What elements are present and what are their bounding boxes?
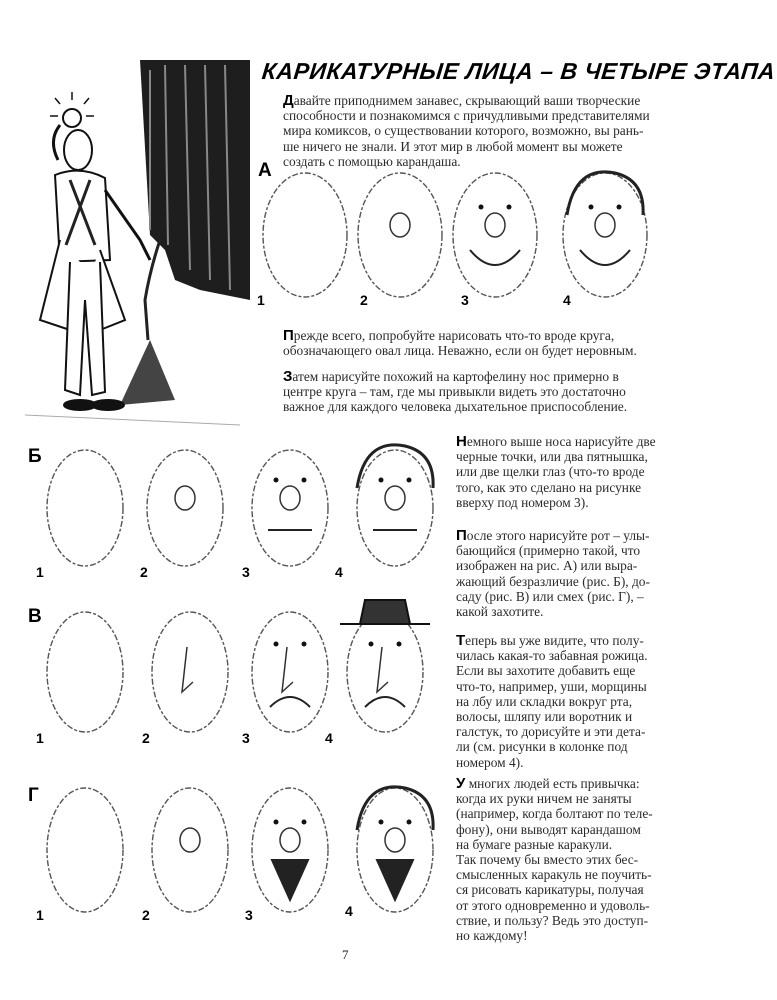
text-line: но каждому! bbox=[456, 928, 528, 944]
text-line: ли (см. рисунки в колонке под bbox=[456, 739, 628, 755]
nose-sketch bbox=[180, 828, 200, 852]
drop-cap: П bbox=[283, 327, 294, 344]
hair-sketch bbox=[357, 787, 433, 830]
text-line: Так почему бы вместо этих бес- bbox=[456, 852, 639, 868]
step-number: 2 bbox=[142, 907, 150, 923]
drop-cap: Н bbox=[456, 433, 467, 450]
eye-sketch bbox=[379, 820, 384, 825]
step-number: 1 bbox=[36, 907, 44, 923]
step3-paragraph bbox=[456, 434, 656, 510]
eye-sketch bbox=[407, 478, 412, 483]
text-line: саду (рис. В) или смех (рис. Г), – bbox=[456, 588, 644, 604]
eye-sketch bbox=[274, 478, 279, 483]
text-line: черные точки, или два пятнышка, bbox=[456, 449, 648, 465]
page-title: КАРИКАТУРНЫЕ ЛИЦА – В ЧЕТЫРЕ ЭТАПА bbox=[260, 58, 777, 84]
text-line: емного выше носа нарисуйте две bbox=[466, 434, 656, 449]
mouth-sketch bbox=[470, 250, 520, 265]
text-line: способности и познакомимся с причудливыми представителями bbox=[283, 108, 650, 124]
drop-cap: Т bbox=[456, 632, 466, 649]
nose-sketch bbox=[282, 647, 293, 692]
row-label-g: Г bbox=[28, 785, 39, 806]
eye-sketch bbox=[302, 478, 307, 483]
nose-sketch bbox=[280, 828, 300, 852]
face-oval bbox=[47, 788, 123, 912]
nose-sketch bbox=[377, 647, 388, 692]
text-line: фону), они выводят карандашом bbox=[456, 821, 641, 837]
step-number: 1 bbox=[36, 730, 44, 746]
nose-sketch bbox=[595, 213, 615, 237]
text-line: еперь вы уже видите, что полу- bbox=[465, 633, 644, 648]
face-oval bbox=[263, 173, 347, 297]
text-line: или две щелки глаз (что-то вроде bbox=[456, 464, 645, 480]
step-number: 3 bbox=[242, 564, 250, 580]
eye-sketch bbox=[407, 820, 412, 825]
eye-sketch bbox=[589, 205, 594, 210]
mouth-sketch bbox=[272, 860, 308, 900]
step-number: 2 bbox=[142, 730, 150, 746]
step-number: 4 bbox=[325, 730, 333, 746]
face-oval bbox=[453, 173, 537, 297]
curtain-illustration bbox=[120, 60, 250, 405]
mouth-sketch bbox=[365, 697, 405, 707]
text-line: Если вы захотите добавить еще bbox=[456, 663, 636, 679]
text-line: ся рисовать карикатуры, получая bbox=[456, 882, 644, 898]
mouth-sketch bbox=[270, 697, 310, 707]
text-line: волосы, шляпу или воротник и bbox=[456, 709, 633, 725]
text-line: того, как это сделано на рисунке bbox=[456, 479, 642, 495]
face-oval bbox=[252, 450, 328, 566]
text-line: чилась какая-то забавная рожица. bbox=[456, 648, 648, 664]
step-number: 1 bbox=[257, 292, 265, 308]
text-line: важное для каждого человека дыхательное приспособление. bbox=[283, 399, 628, 415]
text-line: галстук, то дорисуйте и эти дета- bbox=[456, 724, 646, 740]
face-oval bbox=[47, 450, 123, 566]
text-line: номером 4). bbox=[456, 754, 524, 770]
text-line: мира комиксов, о существовании которого, возможно, вы рань- bbox=[283, 123, 644, 139]
face-oval bbox=[152, 788, 228, 912]
text-line: когда их руки ничем не заняты bbox=[456, 791, 632, 807]
eye-sketch bbox=[617, 205, 622, 210]
text-line: ше ничего не знали. И этот мир в любой момент вы можете bbox=[283, 138, 623, 154]
text-line: какой захотите. bbox=[456, 604, 544, 620]
nose-sketch bbox=[182, 647, 193, 692]
text-line: ствие, и пользу? Ведь это доступ- bbox=[456, 912, 649, 928]
text-line: на бумаге разные каракули. bbox=[456, 836, 613, 852]
drop-cap: У bbox=[456, 775, 466, 792]
step5-paragraph bbox=[456, 633, 648, 770]
drop-cap: П bbox=[456, 527, 467, 544]
step1-paragraph bbox=[283, 328, 637, 358]
text-line: авайте приподнимем занавес, скрывающий ваши творческие bbox=[293, 93, 641, 108]
hat-sketch bbox=[340, 600, 430, 624]
eye-sketch bbox=[369, 642, 374, 647]
face-oval bbox=[147, 450, 223, 566]
eye-sketch bbox=[507, 205, 512, 210]
step-number: 4 bbox=[563, 292, 571, 308]
text-line: бающийся (примерно такой, что bbox=[456, 543, 641, 559]
eye-sketch bbox=[397, 642, 402, 647]
text-line: что-то, например, уши, морщины bbox=[456, 678, 647, 694]
nose-sketch bbox=[385, 486, 405, 510]
eye-sketch bbox=[379, 478, 384, 483]
eye-sketch bbox=[274, 820, 279, 825]
closing-paragraph bbox=[456, 776, 653, 943]
step-number: 3 bbox=[245, 907, 253, 923]
face-oval bbox=[347, 612, 423, 732]
step-number: 1 bbox=[36, 564, 44, 580]
step4-paragraph bbox=[456, 528, 650, 619]
drop-cap: З bbox=[283, 368, 293, 385]
text-line: обозначающего овал лица. Неважно, если он будет неровным. bbox=[283, 343, 637, 359]
text-line: режде всего, попробуйте нарисовать что-то вроде круга, bbox=[293, 328, 615, 343]
nose-sketch bbox=[390, 213, 410, 237]
face-oval bbox=[152, 612, 228, 732]
nose-sketch bbox=[485, 213, 505, 237]
face-oval bbox=[47, 612, 123, 732]
step-number: 2 bbox=[360, 292, 368, 308]
text-line: на лбу или складки вокруг рта, bbox=[456, 693, 633, 709]
text-line: от этого одновременно и удоволь- bbox=[456, 897, 650, 913]
face-oval bbox=[357, 450, 433, 566]
row-label-b: Б bbox=[28, 446, 42, 467]
step-number: 4 bbox=[345, 903, 353, 919]
eye-sketch bbox=[479, 205, 484, 210]
nose-sketch bbox=[385, 828, 405, 852]
text-line: жающий безразличие (рис. Б), до- bbox=[456, 573, 650, 589]
mouth-sketch bbox=[580, 250, 630, 265]
eye-sketch bbox=[302, 642, 307, 647]
text-line: смысленных каракуль не поучить- bbox=[456, 867, 652, 883]
text-line: атем нарисуйте похожий на картофелину нос примерно в bbox=[292, 369, 619, 384]
text-line: центре круга – там, где мы привыкли видеть это достаточно bbox=[283, 384, 626, 400]
hair-sketch bbox=[567, 172, 643, 215]
row-label-a: А bbox=[258, 160, 272, 181]
step-number: 2 bbox=[140, 564, 148, 580]
face-oval bbox=[358, 173, 442, 297]
eye-sketch bbox=[302, 820, 307, 825]
mouth-sketch bbox=[377, 860, 413, 900]
step-number: 3 bbox=[461, 292, 469, 308]
text-line: создать с помощью карандаша. bbox=[283, 153, 461, 169]
text-line: вверху под номером 3). bbox=[456, 494, 589, 510]
text-line: осле этого нарисуйте рот – улы- bbox=[466, 528, 650, 543]
eye-sketch bbox=[274, 642, 279, 647]
nose-sketch bbox=[280, 486, 300, 510]
text-line: (например, когда болтают по теле- bbox=[456, 806, 653, 822]
page-number: 7 bbox=[342, 947, 349, 962]
step-number: 3 bbox=[242, 730, 250, 746]
text-line: многих людей есть привычка: bbox=[465, 776, 640, 791]
row-label-v: В bbox=[28, 606, 42, 627]
face-oval bbox=[252, 612, 328, 732]
step-number: 4 bbox=[335, 564, 343, 580]
text-line: изображен на рис. А) или выра- bbox=[456, 558, 638, 574]
intro-paragraph bbox=[283, 93, 650, 169]
nose-sketch bbox=[175, 486, 195, 510]
drop-cap: Д bbox=[283, 92, 294, 109]
step2-paragraph bbox=[283, 369, 627, 415]
